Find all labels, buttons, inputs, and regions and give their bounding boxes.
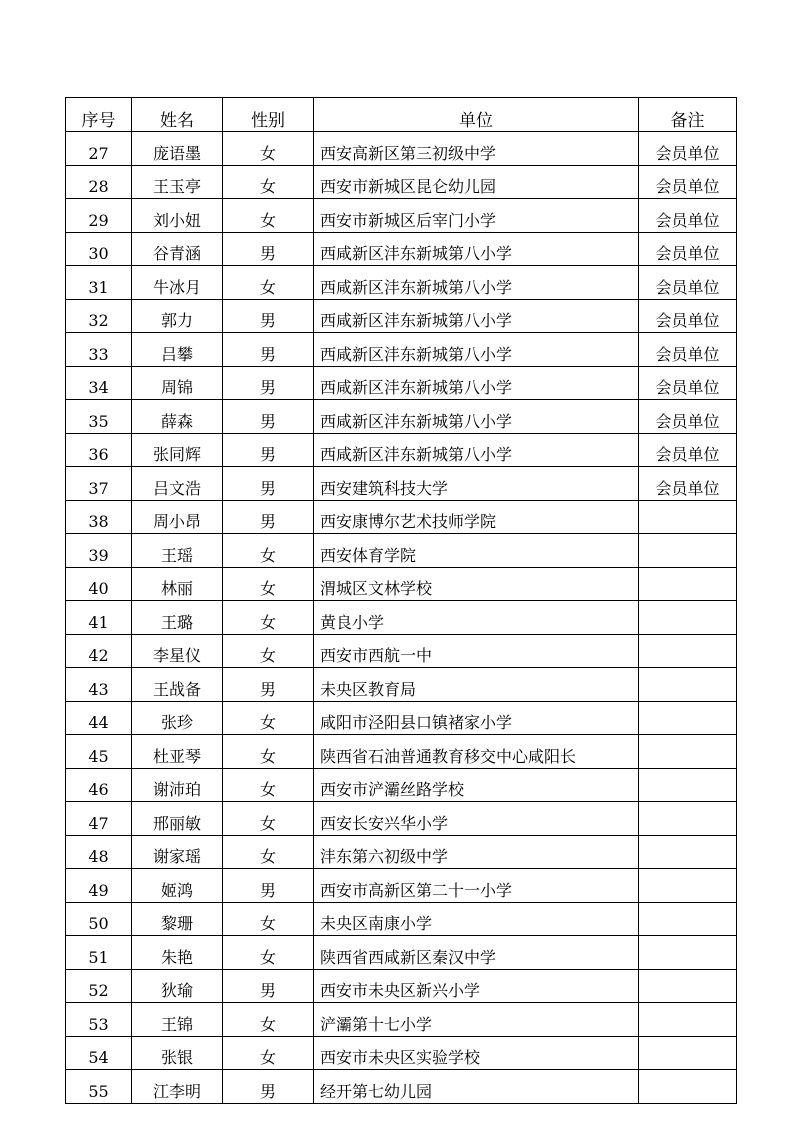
table-row	[66, 835, 737, 869]
cell-name: 李星仪	[132, 634, 223, 668]
cell-note	[639, 1070, 737, 1104]
cell-no: 44	[66, 701, 132, 735]
table-row	[66, 567, 737, 601]
table-row	[66, 701, 737, 735]
cell-sex: 女	[223, 1036, 314, 1070]
table-row	[66, 1003, 737, 1037]
cell-sex: 女	[223, 634, 314, 668]
table-row	[66, 232, 737, 266]
cell-no: 48	[66, 835, 132, 869]
cell-no: 42	[66, 634, 132, 668]
cell-unit: 西咸新区沣东新城第八小学	[314, 433, 639, 467]
table-row	[66, 634, 737, 668]
cell-name: 张同辉	[132, 433, 223, 467]
table-row	[66, 433, 737, 467]
table-row	[66, 500, 737, 534]
cell-unit: 沣东第六初级中学	[314, 835, 639, 869]
table-body	[66, 132, 737, 1104]
cell-sex: 女	[223, 132, 314, 166]
cell-no: 49	[66, 869, 132, 903]
table-header-row	[66, 98, 737, 132]
cell-name: 谷青涵	[132, 232, 223, 266]
cell-note: 会员单位	[639, 232, 737, 266]
header-name: 姓名	[132, 98, 223, 132]
table-row	[66, 869, 737, 903]
cell-no: 28	[66, 165, 132, 199]
cell-note	[639, 1003, 737, 1037]
table-row	[66, 735, 737, 769]
cell-sex: 男	[223, 366, 314, 400]
table-row	[66, 333, 737, 367]
cell-no: 47	[66, 802, 132, 836]
cell-note	[639, 969, 737, 1003]
cell-sex: 男	[223, 467, 314, 501]
cell-unit: 西安市高新区第二十一小学	[314, 869, 639, 903]
cell-sex: 女	[223, 199, 314, 233]
cell-note	[639, 668, 737, 702]
cell-no: 30	[66, 232, 132, 266]
table-row	[66, 266, 737, 300]
cell-name: 周小昂	[132, 500, 223, 534]
cell-unit: 西安体育学院	[314, 534, 639, 568]
cell-note: 会员单位	[639, 299, 737, 333]
cell-no: 51	[66, 936, 132, 970]
cell-note	[639, 500, 737, 534]
cell-note	[639, 1036, 737, 1070]
cell-unit: 未央区南康小学	[314, 902, 639, 936]
cell-note	[639, 601, 737, 635]
table-row	[66, 601, 737, 635]
cell-name: 张银	[132, 1036, 223, 1070]
cell-no: 34	[66, 366, 132, 400]
cell-name: 姬鸿	[132, 869, 223, 903]
cell-note	[639, 534, 737, 568]
cell-sex: 男	[223, 400, 314, 434]
cell-no: 54	[66, 1036, 132, 1070]
cell-no: 27	[66, 132, 132, 166]
cell-no: 38	[66, 500, 132, 534]
cell-no: 41	[66, 601, 132, 635]
cell-name: 吕文浩	[132, 467, 223, 501]
cell-sex: 男	[223, 969, 314, 1003]
cell-unit: 西咸新区沣东新城第八小学	[314, 232, 639, 266]
cell-note	[639, 936, 737, 970]
cell-unit: 经开第七幼儿园	[314, 1070, 639, 1104]
table-row	[66, 936, 737, 970]
cell-sex: 女	[223, 165, 314, 199]
cell-sex: 女	[223, 735, 314, 769]
cell-sex: 女	[223, 936, 314, 970]
header-no: 序号	[66, 98, 132, 132]
cell-no: 50	[66, 902, 132, 936]
table-row	[66, 1070, 737, 1104]
cell-note: 会员单位	[639, 366, 737, 400]
table-row	[66, 902, 737, 936]
cell-unit: 西安市浐灞丝路学校	[314, 768, 639, 802]
cell-name: 邢丽敏	[132, 802, 223, 836]
cell-no: 55	[66, 1070, 132, 1104]
cell-no: 53	[66, 1003, 132, 1037]
cell-name: 谢沛珀	[132, 768, 223, 802]
cell-unit: 西安长安兴华小学	[314, 802, 639, 836]
cell-sex: 女	[223, 768, 314, 802]
table-row	[66, 534, 737, 568]
cell-sex: 女	[223, 701, 314, 735]
table-row	[66, 366, 737, 400]
cell-sex: 女	[223, 266, 314, 300]
table-row	[66, 969, 737, 1003]
cell-name: 庞语墨	[132, 132, 223, 166]
cell-sex: 女	[223, 601, 314, 635]
cell-unit: 西安市新城区昆仑幼儿园	[314, 165, 639, 199]
cell-note: 会员单位	[639, 132, 737, 166]
cell-sex: 男	[223, 869, 314, 903]
table-row	[66, 199, 737, 233]
cell-unit: 陕西省石油普通教育移交中心咸阳长	[314, 735, 639, 769]
cell-sex: 男	[223, 1070, 314, 1104]
cell-no: 31	[66, 266, 132, 300]
cell-no: 46	[66, 768, 132, 802]
cell-unit: 西咸新区沣东新城第八小学	[314, 266, 639, 300]
cell-name: 王瑶	[132, 534, 223, 568]
cell-sex: 男	[223, 668, 314, 702]
cell-unit: 西咸新区沣东新城第八小学	[314, 366, 639, 400]
cell-name: 郭力	[132, 299, 223, 333]
table-row	[66, 802, 737, 836]
cell-no: 32	[66, 299, 132, 333]
cell-no: 52	[66, 969, 132, 1003]
cell-note	[639, 835, 737, 869]
header-sex: 性别	[223, 98, 314, 132]
cell-note	[639, 701, 737, 735]
table-row	[66, 1036, 737, 1070]
cell-no: 36	[66, 433, 132, 467]
cell-sex: 女	[223, 902, 314, 936]
cell-unit: 西咸新区沣东新城第八小学	[314, 333, 639, 367]
cell-name: 周锦	[132, 366, 223, 400]
cell-unit: 西安建筑科技大学	[314, 467, 639, 501]
cell-name: 朱艳	[132, 936, 223, 970]
cell-sex: 男	[223, 433, 314, 467]
cell-note	[639, 768, 737, 802]
cell-note: 会员单位	[639, 400, 737, 434]
cell-name: 刘小妞	[132, 199, 223, 233]
cell-sex: 女	[223, 835, 314, 869]
header-unit: 单位	[314, 98, 639, 132]
header-note: 备注	[639, 98, 737, 132]
cell-sex: 男	[223, 500, 314, 534]
cell-no: 45	[66, 735, 132, 769]
cell-no: 33	[66, 333, 132, 367]
cell-note: 会员单位	[639, 333, 737, 367]
cell-name: 王战备	[132, 668, 223, 702]
cell-note	[639, 735, 737, 769]
cell-unit: 西安市未央区新兴小学	[314, 969, 639, 1003]
cell-no: 39	[66, 534, 132, 568]
cell-name: 牛冰月	[132, 266, 223, 300]
cell-sex: 女	[223, 534, 314, 568]
cell-no: 35	[66, 400, 132, 434]
cell-note: 会员单位	[639, 467, 737, 501]
cell-unit: 咸阳市泾阳县口镇褚家小学	[314, 701, 639, 735]
cell-name: 张珍	[132, 701, 223, 735]
cell-no: 37	[66, 467, 132, 501]
table-row	[66, 165, 737, 199]
cell-no: 29	[66, 199, 132, 233]
table-row	[66, 668, 737, 702]
cell-note	[639, 567, 737, 601]
cell-unit: 西咸新区沣东新城第八小学	[314, 400, 639, 434]
cell-no: 43	[66, 668, 132, 702]
cell-sex: 男	[223, 232, 314, 266]
cell-unit: 西安高新区第三初级中学	[314, 132, 639, 166]
document-page	[65, 97, 736, 1104]
cell-unit: 陕西省西咸新区秦汉中学	[314, 936, 639, 970]
cell-note	[639, 802, 737, 836]
cell-unit: 浐灞第十七小学	[314, 1003, 639, 1037]
cell-unit: 西安市新城区后宰门小学	[314, 199, 639, 233]
cell-name: 王璐	[132, 601, 223, 635]
table-row	[66, 400, 737, 434]
cell-sex: 女	[223, 567, 314, 601]
cell-unit: 渭城区文林学校	[314, 567, 639, 601]
cell-unit: 西安康博尔艺术技师学院	[314, 500, 639, 534]
cell-name: 江李明	[132, 1070, 223, 1104]
table-row	[66, 768, 737, 802]
cell-name: 杜亚琴	[132, 735, 223, 769]
cell-unit: 西安市西航一中	[314, 634, 639, 668]
cell-sex: 男	[223, 333, 314, 367]
table-row	[66, 299, 737, 333]
cell-note	[639, 902, 737, 936]
cell-note: 会员单位	[639, 433, 737, 467]
cell-note	[639, 869, 737, 903]
cell-note: 会员单位	[639, 199, 737, 233]
cell-name: 林丽	[132, 567, 223, 601]
cell-sex: 女	[223, 802, 314, 836]
cell-name: 王玉亭	[132, 165, 223, 199]
table-row	[66, 132, 737, 166]
cell-name: 谢家瑶	[132, 835, 223, 869]
cell-name: 吕攀	[132, 333, 223, 367]
cell-name: 黎珊	[132, 902, 223, 936]
cell-note	[639, 634, 737, 668]
cell-unit: 西咸新区沣东新城第八小学	[314, 299, 639, 333]
cell-unit: 黄良小学	[314, 601, 639, 635]
cell-name: 狄瑜	[132, 969, 223, 1003]
cell-unit: 西安市未央区实验学校	[314, 1036, 639, 1070]
cell-no: 40	[66, 567, 132, 601]
cell-unit: 未央区教育局	[314, 668, 639, 702]
cell-note: 会员单位	[639, 266, 737, 300]
cell-sex: 男	[223, 299, 314, 333]
cell-sex: 女	[223, 1003, 314, 1037]
table-row	[66, 467, 737, 501]
member-table	[65, 97, 737, 1104]
cell-note: 会员单位	[639, 165, 737, 199]
cell-name: 王锦	[132, 1003, 223, 1037]
cell-name: 薛森	[132, 400, 223, 434]
